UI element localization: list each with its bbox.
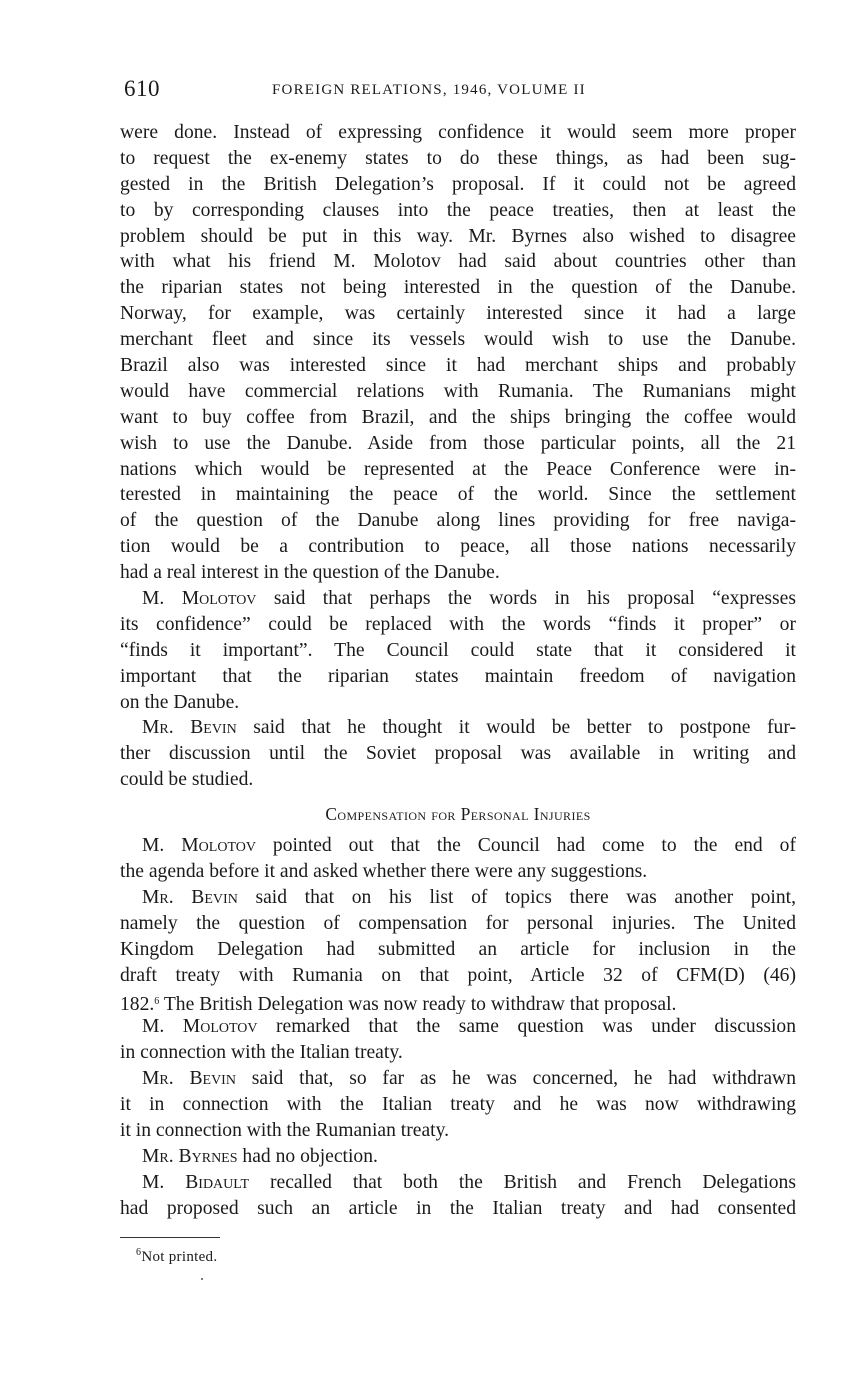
- text-line: the riparian states not being interested in the question of the Danube.: [120, 277, 796, 299]
- paragraph: [120, 885, 796, 1014]
- section-heading: Compensation for Personal Injuries: [325, 804, 591, 825]
- text-run: had no objection.: [237, 1145, 378, 1167]
- body-text: [120, 120, 796, 1222]
- footnote: [136, 1247, 217, 1266]
- speaker-name: Mr. Bevin: [142, 1068, 236, 1090]
- running-title: FOREIGN RELATIONS, 1946, VOLUME II: [272, 82, 586, 98]
- text-line: it in connection with the Rumanian treaty.: [120, 1119, 450, 1141]
- text-line: nations which would be represented at the Peace Conference were in-: [120, 458, 796, 480]
- text-run: The British Delegation was now ready to withdraw that proposal.: [159, 993, 677, 1015]
- text-run: said that perhaps the words in his proposal “expresses: [256, 588, 796, 610]
- text-line: terested in maintaining the peace of the world. Since the settlement: [120, 484, 796, 506]
- text-line: [120, 1170, 796, 1196]
- text-line: [120, 586, 796, 612]
- text-line: Norway, for example, was certainly interested since it had a large: [120, 303, 796, 325]
- footnote-mark: 6: [136, 1247, 142, 1258]
- text-line: draft treaty with Rumania on that point, Article 32 of CFM(D) (46): [120, 964, 796, 986]
- text-run: said that on his list of topics there was another point,: [237, 886, 796, 908]
- text-line: would have commercial relations with Rumania. The Rumanians might: [120, 380, 796, 402]
- text-line: [120, 1014, 796, 1040]
- speaker-name: M. Molotov: [142, 1016, 258, 1038]
- speaker-name: Mr. Bevin: [142, 717, 237, 739]
- text-line: want to buy coffee from Brazil, and the ships bringing the coffee would: [120, 406, 796, 428]
- text-run: pointed out that the Council had come to the end of: [255, 835, 796, 857]
- paragraph: [120, 1014, 796, 1066]
- speaker-name: M. Bidault: [142, 1171, 250, 1193]
- text-line: Brazil also was interested since it had merchant ships and probably: [120, 355, 796, 377]
- text-run: 182.: [120, 993, 155, 1015]
- footnote-text: Not printed.: [141, 1249, 218, 1265]
- text-line: on the Danube.: [120, 691, 240, 713]
- text-line: “finds it important”. The Council could state that it considered it: [120, 639, 796, 661]
- text-line: namely the question of compensation for personal injuries. The United: [120, 912, 796, 934]
- paragraph: [120, 715, 796, 793]
- text-run: said that, so far as he was concerned, he had withdrawn: [235, 1068, 796, 1090]
- running-head: [124, 76, 796, 106]
- text-run: recalled that both the British and French Delegations: [249, 1171, 796, 1193]
- speaker-name: M. Molotov: [142, 835, 256, 857]
- text-run: remarked that the same question was under discussion: [257, 1016, 796, 1038]
- speaker-name: Mr. Bevin: [142, 886, 238, 908]
- paragraph: [120, 586, 796, 715]
- paragraph: [120, 1066, 796, 1144]
- paragraph: [120, 1144, 796, 1170]
- text-line: important that the riparian states maintain freedom of navigation: [120, 665, 796, 687]
- text-line: had proposed such an article in the Italian treaty and had consented: [120, 1197, 796, 1219]
- text-line: [120, 885, 796, 911]
- text-line: gested in the British Delegation’s proposal. If it could not be agreed: [120, 173, 796, 195]
- text-line: merchant fleet and since its vessels would wish to use the Danube.: [120, 329, 796, 351]
- text-line: wish to use the Danube. Aside from those particular points, all the 21: [120, 432, 796, 454]
- text-run: said that he thought it would be better to postpone fur-: [236, 717, 796, 739]
- text-line: tion would be a contribution to peace, all those nations necessarily: [120, 536, 796, 558]
- text-line: its confidence” could be replaced with the words “finds it proper” or: [120, 613, 796, 635]
- paragraph: [120, 833, 796, 885]
- text-line: with what his friend M. Molotov had said about countries other than: [120, 251, 796, 273]
- text-line: [120, 833, 796, 859]
- text-line: [120, 1066, 796, 1092]
- speaker-name: M. Molotov: [142, 588, 257, 610]
- paragraph: [120, 120, 796, 586]
- scan-speck: [201, 1278, 203, 1280]
- text-line: the agenda before it and asked whether there were any suggestions.: [120, 861, 648, 883]
- footnote-divider: [120, 1237, 220, 1238]
- text-line: were done. Instead of expressing confidence it would seem more proper: [120, 122, 796, 143]
- paragraph: [120, 1170, 796, 1222]
- text-line: to request the ex-enemy states to do these things, as had been sug-: [120, 147, 796, 169]
- speaker-name: Mr. Byrnes: [142, 1145, 238, 1167]
- text-line: could be studied.: [120, 769, 254, 791]
- text-line: Kingdom Delegation had submitted an article for inclusion in the: [120, 938, 796, 960]
- text-line: [120, 715, 796, 741]
- text-line: it in connection with the Italian treaty and he was now withdrawing: [120, 1094, 796, 1116]
- text-line: to by corresponding clauses into the peace treaties, then at least the: [120, 199, 796, 221]
- text-line: problem should be put in this way. Mr. Byrnes also wished to disagree: [120, 225, 796, 247]
- footnote-reference[interactable]: 6: [154, 995, 160, 1007]
- text-line: [120, 1144, 796, 1170]
- page-number: 610: [124, 76, 160, 101]
- text-line: had a real interest in the question of the Danube.: [120, 562, 500, 584]
- text-line: [120, 989, 796, 1015]
- text-line: ther discussion until the Soviet proposal was available in writing and: [120, 743, 796, 765]
- text-line: in connection with the Italian treaty.: [120, 1042, 403, 1064]
- text-line: of the question of the Danube along lines providing for free naviga-: [120, 510, 796, 532]
